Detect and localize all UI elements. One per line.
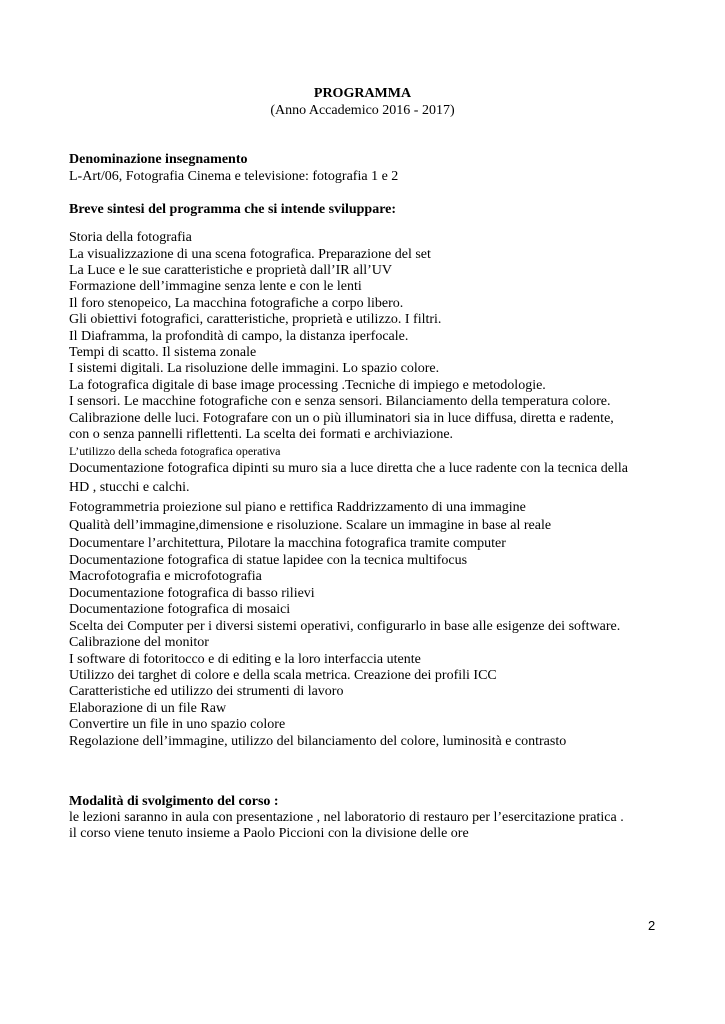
program-line: Fotogrammetria proiezione sul piano e rettifica Raddrizzamento di una immagine xyxy=(69,500,526,515)
program-line: Convertire un file in uno spazio colore xyxy=(69,717,286,732)
program-line: La fotografica digitale di base image processing .Tecniche di impiego e metodologie. xyxy=(69,378,546,393)
program-line: La Luce e le sue caratteristiche e proprietà dall’IR all’UV xyxy=(69,263,393,278)
modalita-line: il corso viene tenuto insieme a Paolo Piccioni con la divisione delle ore xyxy=(69,826,469,841)
program-line: Utilizzo dei targhet di colore e della scala metrica. Creazione dei profili ICC xyxy=(69,668,497,683)
program-line: Documentazione fotografica di basso rilievi xyxy=(69,586,315,601)
program-line: Il Diaframma, la profondità di campo, la distanza iperfocale. xyxy=(69,329,409,344)
program-line: Elaborazione di un file Raw xyxy=(69,701,227,716)
program-line: Documentazione fotografica di mosaici xyxy=(69,602,291,617)
program-line: Caratteristiche ed utilizzo dei strumenti di lavoro xyxy=(69,684,344,699)
program-line: I sensori. Le macchine fotografiche con e senza sensori. Bilanciamento della temperatura colore. xyxy=(69,394,611,409)
program-line: Calibrazione delle luci. Fotografare con un o più illuminatori sia in luce diffusa, diretta e radente, xyxy=(69,411,614,426)
page-number: 2 xyxy=(648,918,656,933)
program-line: Macrofotografia e microfotografia xyxy=(69,569,262,584)
program-line: Il foro stenopeico, La macchina fotografiche a corpo libero. xyxy=(69,296,404,311)
denominazione-text: L-Art/06, Fotografia Cinema e televisione: fotografia 1 e 2 xyxy=(69,169,399,184)
program-line: Storia della fotografia xyxy=(69,230,192,245)
program-line: Documentazione fotografica dipinti su muro sia a luce diretta che a luce radente con la tecnica della xyxy=(69,461,628,476)
program-line: Formazione dell’immagine senza lente e con le lenti xyxy=(69,279,362,294)
page-title: PROGRAMMA xyxy=(313,86,412,101)
program-line: con o senza pannelli riflettenti. La scelta dei formati e archiviazione. xyxy=(69,427,454,442)
program-line: Tempi di scatto. Il sistema zonale xyxy=(69,345,257,360)
denominazione-heading: Denominazione insegnamento xyxy=(69,152,248,167)
program-line: Documentazione fotografica di statue lapidee con la tecnica multifocus xyxy=(69,553,468,568)
program-line: I sistemi digitali. La risoluzione delle immagini. Lo spazio colore. xyxy=(69,361,440,376)
sintesi-heading: Breve sintesi del programma che si intende sviluppare: xyxy=(69,202,397,217)
program-line: Regolazione dell’immagine, utilizzo del bilanciamento del colore, luminosità e contrasto xyxy=(69,734,567,749)
program-line: Documentare l’architettura, Pilotare la macchina fotografica tramite computer xyxy=(69,536,506,551)
program-line: Qualità dell’immagine,dimensione e risoluzione. Scalare un immagine in base al reale xyxy=(69,518,552,533)
academic-year: (Anno Accademico 2016 - 2017) xyxy=(270,103,455,118)
program-line: HD , stucchi e calchi. xyxy=(69,480,190,495)
program-line: Scelta dei Computer per i diversi sistemi operativi, configurarlo in base alle esigenze dei software. xyxy=(69,619,621,634)
modalita-heading: Modalità di svolgimento del corso : xyxy=(69,794,279,809)
program-line: La visualizzazione di una scena fotografica. Preparazione del set xyxy=(69,247,431,262)
program-line: Gli obiettivi fotografici, caratteristiche, proprietà e utilizzo. I filtri. xyxy=(69,312,442,327)
modalita-line: le lezioni saranno in aula con presentazione , nel laboratorio di restauro per l’esercitazione pratica . xyxy=(69,810,624,825)
program-line: Calibrazione del monitor xyxy=(69,635,209,650)
program-line: L’utilizzo della scheda fotografica operativa xyxy=(69,444,281,458)
program-line: I software di fotoritocco e di editing e la loro interfaccia utente xyxy=(69,652,421,667)
